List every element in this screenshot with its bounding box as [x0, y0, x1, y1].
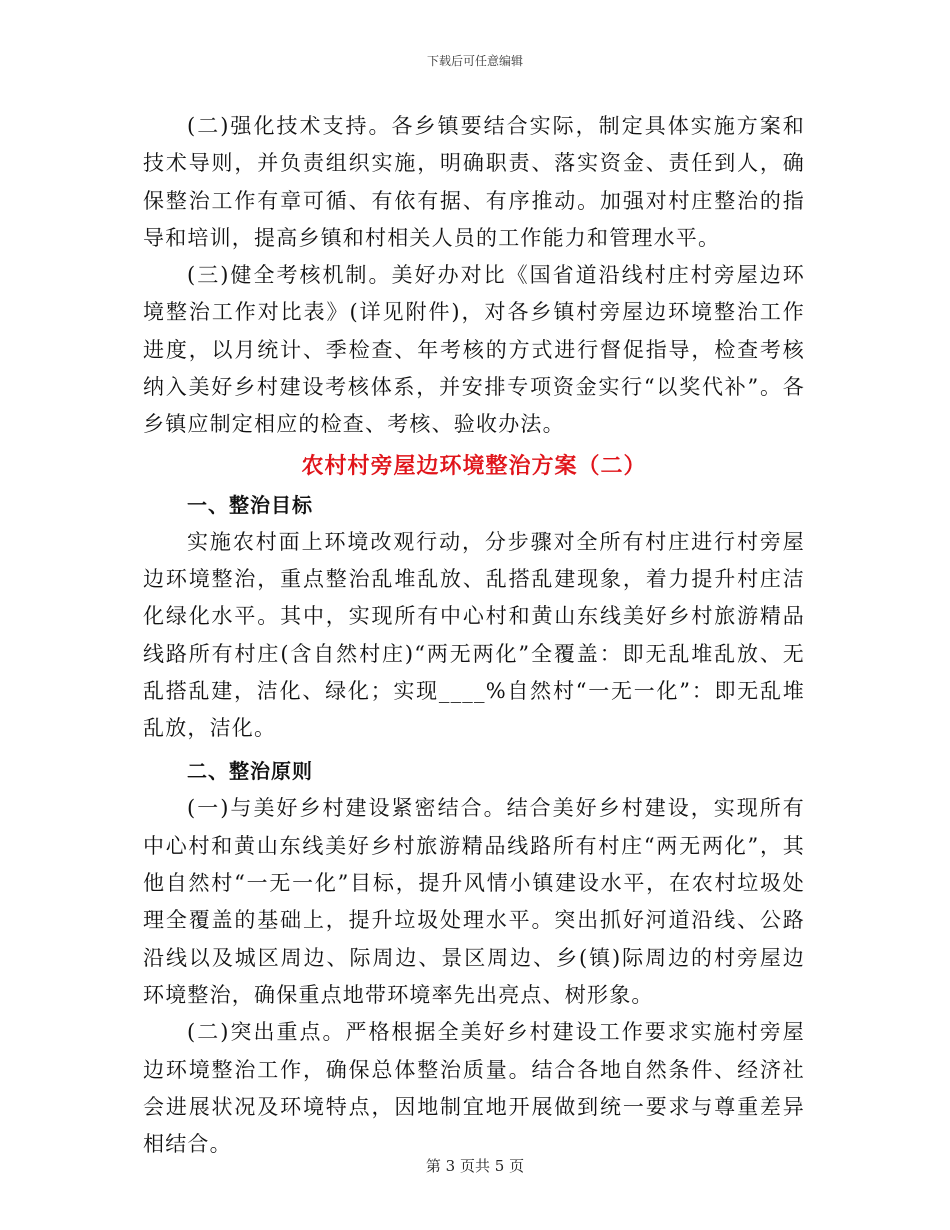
paragraph-goals: 实施农村面上环境改观行动，分步骤对全所有村庄进行村旁屋边环境整治，重点整治乱堆乱放、乱搭乱建现象，着力提升村庄洁化绿化水平。其中，实现所有中心村和黄山东线美好乡村旅游精品线路所有村庄(含自然村庄)“两无两化”全覆盖：即无乱堆乱放、无乱搭乱建，洁化、绿化；实现____%自然村“一无一化”：即无乱堆乱放，洁化。: [143, 529, 805, 741]
heading-goals: 一、整治目标: [187, 492, 313, 517]
heading-principles: 二、整治原则: [187, 759, 313, 784]
paragraph-tech-support: (二)强化技术支持。各乡镇要结合实际，制定具体实施方案和技术导则，并负责组织实施，明确职责、落实资金、责任到人，确保整治工作有章可循、有依有据、有序推动。加强对村庄整治的指导和培训，提高乡镇和村相关人员的工作能力和管理水平。: [143, 114, 805, 250]
header-note: 下载后可任意编辑: [426, 54, 523, 68]
paragraph-principle-1: (一)与美好乡村建设紧密结合。结合美好乡村建设，实现所有中心村和黄山东线美好乡村旅游精品线路所有村庄“两无两化”，其他自然村“一无一化”目标，提升风情小镇建设水平，在农村垃圾处理全覆盖的基础上，提升垃圾处理水平。突出抓好河道沿线、公路沿线以及城区周边、际周边、景区周边、乡(镇)际周边的村旁屋边环境整治，确保重点地带环境率先出亮点、树形象。: [143, 796, 805, 1007]
paragraph-assessment: (三)健全考核机制。美好办对比《国省道沿线村庄村旁屋边环境整治工作对比表》(详见附件)，对各乡镇村旁屋边环境整治工作进度，以月统计、季检查、年考核的方式进行督促指导，检查考核纳入美好乡村建设考核体系，并安排专项资金实行“以奖代补”。各乡镇应制定相应的检查、考核、验收办法。: [143, 263, 805, 437]
page-footer: 第 3 页共 5 页: [425, 1157, 525, 1175]
section-title: 农村村旁屋边环境整治方案（二）: [301, 453, 647, 479]
document-body: [143, 108, 805, 1163]
paragraph-principle-2: (二)突出重点。严格根据全美好乡村建设工作要求实施村旁屋边环境整治工作，确保总体整治质量。结合各地自然条件、经济社会进展状况及环境特点，因地制宜地开展做到统一要求与尊重差异相结合。: [143, 1020, 805, 1157]
